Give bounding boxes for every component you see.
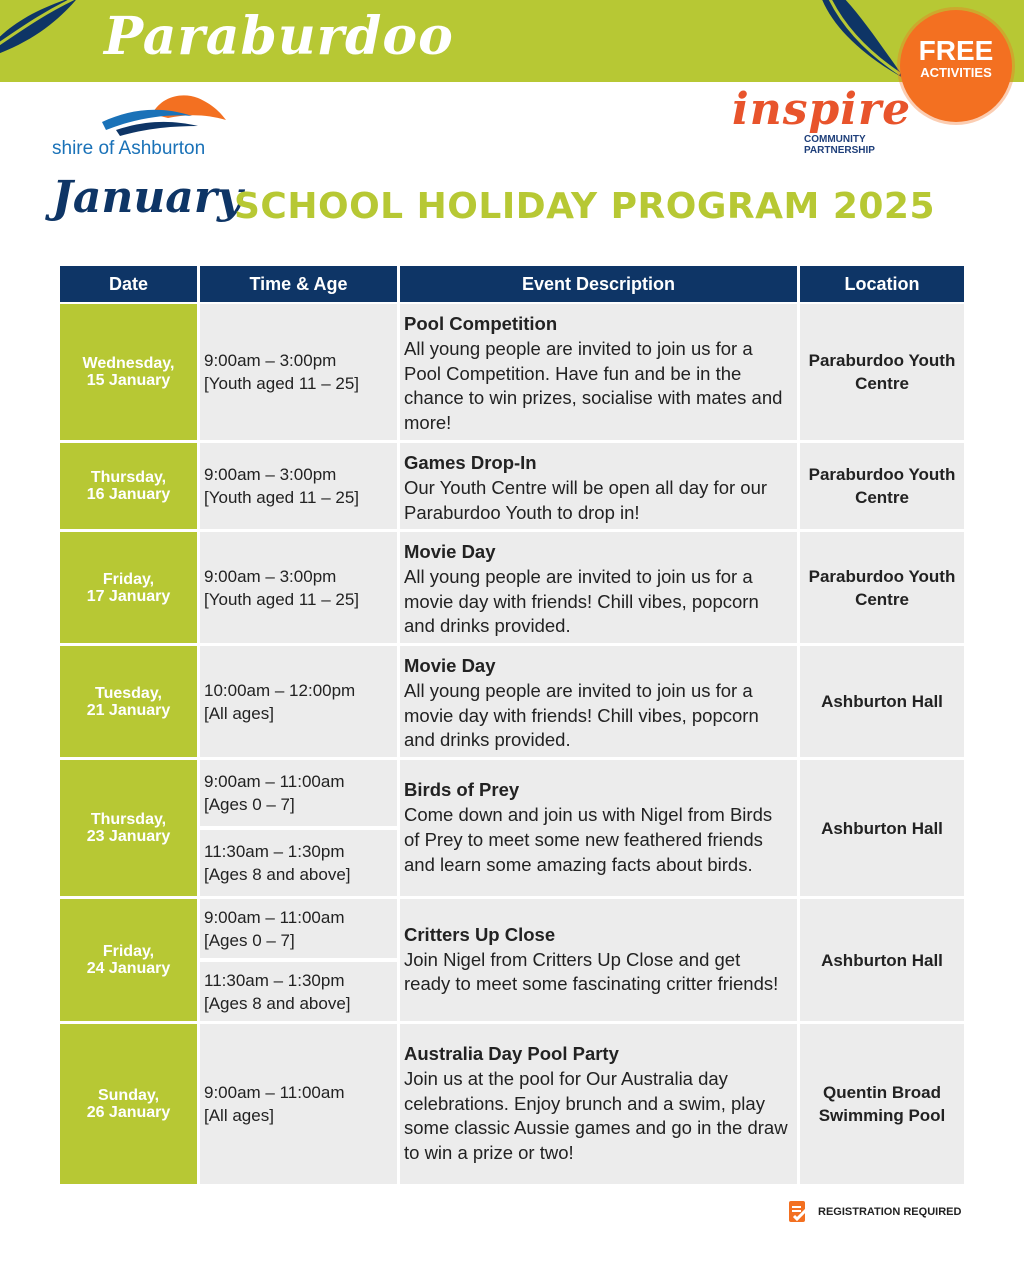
time-age-cell	[200, 760, 397, 826]
shire-wave-icon	[102, 92, 228, 136]
location-cell: Paraburdoo Youth Centre	[800, 304, 964, 440]
location-cell: Paraburdoo Youth Centre	[800, 443, 964, 529]
inspire-logo	[730, 84, 912, 162]
time-age-cell	[200, 830, 397, 896]
event-description-cell	[400, 304, 797, 440]
program-title: SCHOOL HOLIDAY PROGRAM 2025	[234, 186, 936, 227]
event-description-cell	[400, 646, 797, 757]
time-age-cell	[200, 899, 397, 958]
header-band	[0, 0, 1024, 82]
event-title: Pool Competition	[404, 313, 558, 334]
event-description-cell	[400, 532, 797, 643]
shire-logo	[50, 92, 240, 164]
month-title: January	[52, 172, 243, 223]
event-title: Australia Day Pool Party	[404, 1043, 619, 1064]
time-text: 9:00am – 3:00pm	[204, 351, 337, 370]
age-text: [All ages]	[204, 1106, 274, 1125]
column-header-time-age: Time & Age	[200, 266, 397, 302]
age-text: [Ages 0 – 7]	[204, 930, 295, 950]
time-text: 11:30am – 1:30pm	[204, 970, 345, 990]
time-text: 9:00am – 11:00am	[204, 1083, 345, 1102]
time-age-cell	[200, 443, 397, 529]
date-cell: Thursday, 23 January	[60, 760, 197, 896]
date-cell: Sunday, 26 January	[60, 1024, 197, 1184]
location-cell: Ashburton Hall	[800, 899, 964, 1021]
event-title: Games Drop-In	[404, 452, 537, 473]
time-age-cell	[200, 304, 397, 440]
registration-icon	[788, 1200, 810, 1224]
time-age-cell	[200, 1024, 397, 1184]
time-text: 9:00am – 11:00am	[204, 907, 345, 927]
inspire-logo-word: inspire	[732, 84, 912, 135]
event-text: All young people are invited to join us for a Pool Competition. Have fun and be in the chance to win prizes, socialise with mates and more!	[404, 337, 783, 434]
badge-line2: ACTIVITIES	[920, 65, 992, 80]
time-text: 9:00am – 11:00am	[204, 772, 345, 791]
column-header-event-description: Event Description	[400, 266, 797, 302]
shire-logo-text: shire of Ashburton	[52, 138, 206, 159]
date-cell: Tuesday, 21 January	[60, 646, 197, 757]
event-description-cell	[400, 899, 797, 1021]
inspire-sub-2: PARTNERSHIP	[804, 145, 875, 156]
column-header-location: Location	[800, 266, 964, 302]
age-text: [Youth aged 11 – 25]	[204, 374, 360, 393]
time-text: 10:00am – 12:00pm	[204, 680, 356, 700]
event-description-cell	[400, 443, 797, 529]
age-text: [Ages 8 and above]	[204, 993, 351, 1013]
date-cell: Friday, 24 January	[60, 899, 197, 1021]
location-cell: Ashburton Hall	[800, 646, 964, 757]
registration-text: REGISTRATION REQUIRED	[818, 1206, 962, 1218]
event-text: Come down and join us with Nigel from Birds of Prey to meet some new feathered friends and learn some amazing facts about birds.	[404, 804, 773, 875]
leaf-decoration-left-icon	[0, 0, 90, 70]
town-title: Paraburdoo	[104, 6, 454, 67]
event-title: Critters Up Close	[404, 923, 556, 945]
age-text: [Ages 0 – 7]	[204, 795, 295, 814]
date-cell: Wednesday, 15 January	[60, 304, 197, 440]
location-cell: Quentin Broad Swimming Pool	[800, 1024, 964, 1184]
event-description-cell	[400, 1024, 797, 1184]
location-cell: Paraburdoo Youth Centre	[800, 532, 964, 643]
age-text: [Ages 8 and above]	[204, 865, 351, 884]
time-text: 9:00am – 3:00pm	[204, 465, 337, 484]
event-text: All young people are invited to join us for a movie day with friends! Chill vibes, popcorn and drinks provided.	[404, 679, 759, 751]
event-title: Movie Day	[404, 655, 496, 676]
age-text: [Youth aged 11 – 25]	[204, 488, 360, 507]
event-text: Join us at the pool for Our Australia day celebrations. Enjoy brunch and a swim, play some classic Aussie games and go in the draw to win a prize or two!	[404, 1067, 788, 1164]
event-description-cell	[400, 760, 797, 896]
badge-line1: FREE	[918, 35, 994, 66]
registration-note	[788, 1200, 961, 1224]
date-cell: Thursday, 16 January	[60, 443, 197, 529]
event-title: Birds of Prey	[404, 779, 520, 801]
time-age-cell	[200, 962, 397, 1021]
age-text: [Youth aged 11 – 25]	[204, 589, 360, 609]
inspire-logo-sub	[804, 134, 875, 156]
time-text: 11:30am – 1:30pm	[204, 842, 345, 861]
event-text: Join Nigel from Critters Up Close and get ready to meet some fascinating critter friends!	[404, 948, 779, 995]
leaf-decoration-right-icon	[800, 0, 910, 82]
location-cell: Ashburton Hall	[800, 760, 964, 896]
time-text: 9:00am – 3:00pm	[204, 566, 337, 586]
free-activities-badge	[900, 10, 1012, 122]
event-text: All young people are invited to join us for a movie day with friends! Chill vibes, popcorn and drinks provided.	[404, 565, 759, 637]
column-header-date: Date	[60, 266, 197, 302]
inspire-sub-1: COMMUNITY	[804, 134, 866, 145]
event-title: Movie Day	[404, 541, 496, 562]
age-text: [All ages]	[204, 703, 274, 723]
time-age-cell	[200, 646, 397, 757]
time-age-cell	[200, 532, 397, 643]
event-text: Our Youth Centre will be open all day for our Paraburdoo Youth to drop in!	[404, 476, 768, 523]
date-cell: Friday, 17 January	[60, 532, 197, 643]
